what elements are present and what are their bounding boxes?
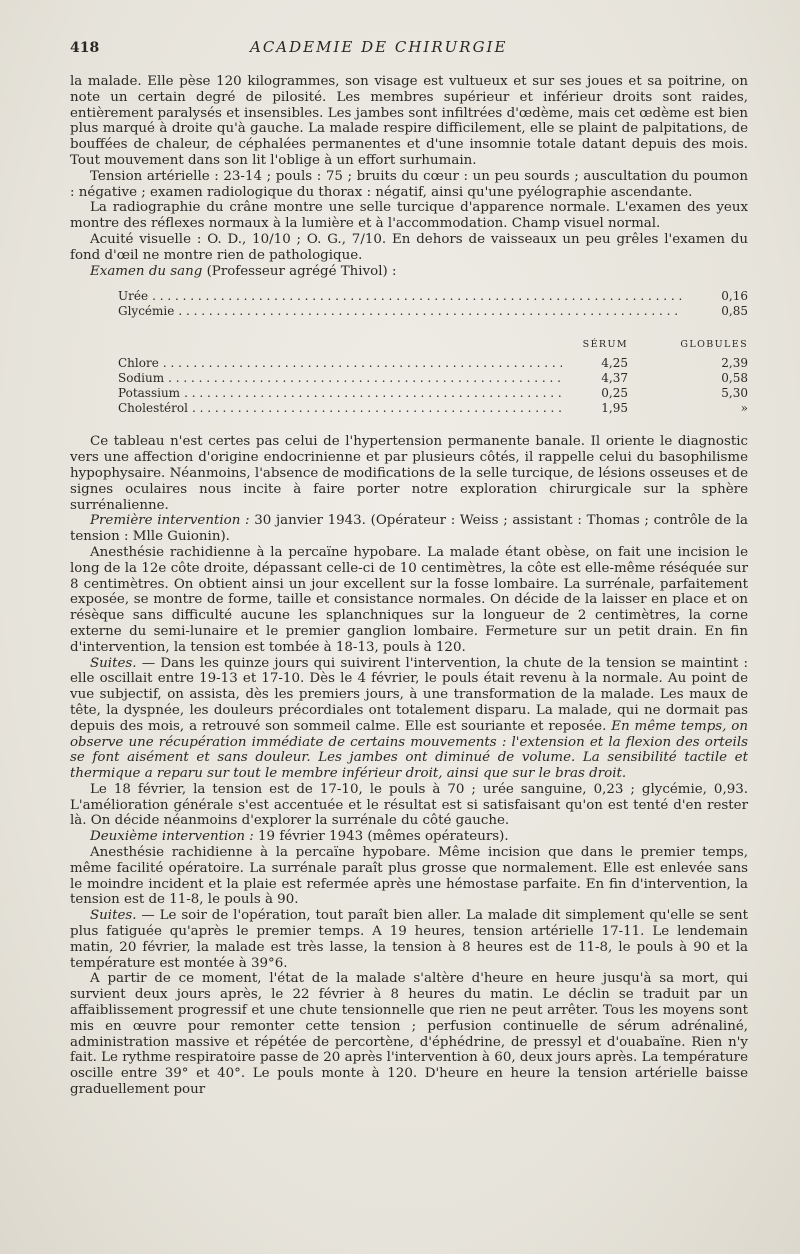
suites-text-2: — Le soir de l'opération, tout paraît bien aller. La malade dit simplement qu'elle se sent plus fatiguée qu'après le premier temps. A 19 heures, tension artérielle 17-11. Le lendemain matin, 20 février, la malade est très lasse, la tension à 8 heures est de 11-8, le pouls à 90 et la température est montée à 39°6. bbox=[70, 908, 748, 971]
serum-value: 0,25 bbox=[601, 386, 628, 401]
paragraph-13 bbox=[70, 908, 748, 971]
globules-value: 2,39 bbox=[721, 356, 748, 371]
paragraph-1: la malade. Elle pèse 120 kilogrammes, son visage est vultueux et sur ses joues et sa poitrine, on note un certain degré de pilosité. Les membres supérieur et inférieur droits sont raides, entièrement paralysés et insensibles. Les jambes sont infiltrées d'œdème, mais cet œdème est bien plus marqué à droite qu'à gauche. La malade respire difficilement, elle se plaint de palpitations, de bouffées de chaleur, de céphalées permanentes et d'une insomnie totale datant depuis des mois. Tout mouvement dans son lit l'oblige à un effort surhumain. bbox=[70, 74, 748, 168]
suites-heading-2: Suites. bbox=[90, 908, 137, 924]
running-title: ACADEMIE DE CHIRURGIE bbox=[250, 38, 508, 56]
blood-table-2-header bbox=[118, 339, 748, 350]
suites-text: — Dans les quinze jours qui suivirent l'intervention, la chute de la tension se maintint : elle oscillait entre 19-13 et 17-10. Dès le 4 février, le pouls était revenu à la normale. Au point de vue subjectif, on assista, dès les premiers jours, à une transformation de la malade. Les maux de tête, la dyspnée, les douleurs précordiales ont totalement disparu. La malade, qui ne dormait pas depuis des mois, a retrouvé son sommeil calme. Elle est souriante et reposée. bbox=[70, 655, 748, 734]
lab-value: 0,85 bbox=[721, 304, 748, 319]
blood-exam-heading: Examen du sang bbox=[90, 263, 203, 279]
table-row bbox=[118, 386, 748, 401]
suites-italic-text: En même temps, on observe une récupération immédiate de certains mouvements : l'extension et la flexion des orteils se font aisément et sans douleur. Les jambes ont diminué de volume. La sensibilité tactile et thermique a reparu sur tout le membre inférieur droit, ainsi que sur le bras droit. bbox=[70, 718, 748, 782]
lab-name: Glycémie bbox=[118, 304, 175, 319]
blood-table-1 bbox=[118, 289, 748, 319]
globules-value: » bbox=[740, 401, 748, 416]
serum-value: 1,95 bbox=[601, 401, 628, 416]
second-intervention-details: 19 février 1943 (mêmes opérateurs). bbox=[253, 829, 509, 845]
paragraph-14: A partir de ce moment, l'état de la malade s'altère d'heure en heure jusqu'à sa mort, qui survient deux jours après, le 22 février à 8 heures du matin. Le déclin se traduit par un affaiblissement progressif et une chute tensionnelle que rien ne peut arrêter. Tous les moyens sont mis en œuvre pour remonter cette tension ; perfusion continuelle de sérum adrénaliné, administration massive et répétée de percortène, d'éphédrine, de pressyl et d'ouabaïne. Rien n'y fait. Le rythme respiratoire passe de 20 après l'intervention à 60, deux jours après. La température oscille entre 39° et 40°. Le pouls monte à 120. D'heure en heure la tension artérielle baisse graduellement pour bbox=[70, 971, 748, 1098]
lab-name: Chlore bbox=[118, 356, 159, 371]
globules-value: 0,58 bbox=[721, 371, 748, 386]
lab-name: Sodium bbox=[118, 371, 165, 386]
blood-table-2 bbox=[118, 356, 748, 416]
serum-value: 4,25 bbox=[601, 356, 628, 371]
page-number: 418 bbox=[70, 40, 100, 56]
first-intervention-heading: Première intervention : bbox=[90, 513, 250, 529]
paragraph-12: Anesthésie rachidienne à la percaïne hypobare. Même incision que dans le premier temps, même facilité opératoire. La surrénale paraît plus grosse que normalement. Elle est enlevée sans le moindre incident et la plaie est refermée après une hémostase parfaite. En fin d'intervention, la tension est de 11-8, le pouls à 90. bbox=[70, 845, 748, 908]
paragraph-8: Anesthésie rachidienne à la percaïne hypobare. La malade étant obèse, on fait une incision le long de la 12e côte droite, dépassant celle-ci de 10 centimètres, la côte est elle-même réséquée sur 8 centimètres. On obtient ainsi un jour excellent sur la fosse lombaire. La surrénale, parfaitement exposée, se montre de forme, taille et consistance normales. On décide de la laisser en place et on résèque sans difficulté aucune les splanchniques sur la longueur de 2 centimètres, la corne externe du semi-lunaire et le premier ganglion lombaire. Fermeture sur un petit drain. En fin d'intervention, la tension est tombée à 18-13, pouls à 120. bbox=[70, 544, 748, 655]
paragraph-2: Tension artérielle : 23-14 ; pouls : 75 ; bruits du cœur : un peu sourds ; auscultation du poumon : négative ; examen radiologique du thorax : négatif, ainsi qu'une pyélographie ascendante. bbox=[70, 168, 748, 200]
globules-value: 5,30 bbox=[721, 386, 748, 401]
table-row bbox=[118, 401, 748, 416]
paragraph-6: Ce tableau n'est certes pas celui de l'hypertension permanente banale. Il oriente le diagnostic vers une affection d'origine endocrinienne et par plusieurs côtés, il rappelle celui du basophilisme hypophysaire. Néanmoins, l'absence de modifications de la selle turcique, de lésions osseuses et de signes oculaires nous incite à faire porter notre exploration chirurgicale sur la sphère surrénalienne. bbox=[70, 434, 748, 513]
paragraph-5 bbox=[70, 264, 748, 280]
table-row bbox=[118, 371, 748, 386]
lab-name: Potassium bbox=[118, 386, 181, 401]
paragraph-10: Le 18 février, la tension est de 17-10, le pouls à 70 ; urée sanguine, 0,23 ; glycémie, 0,93. L'amélioration générale s'est accentuée et le résultat est si satisfaisant qu'on est tenté d'en rester là. On décide néanmoins d'explorer la surrénale du côté gauche. bbox=[70, 781, 748, 829]
lab-value: 0,16 bbox=[721, 289, 748, 304]
serum-value: 4,37 bbox=[601, 371, 628, 386]
table-row bbox=[118, 356, 748, 371]
lab-name: Urée bbox=[118, 289, 149, 304]
suites-heading: Suites. bbox=[90, 655, 137, 671]
table-row bbox=[118, 304, 748, 319]
second-intervention-heading: Deuxième intervention : bbox=[90, 829, 254, 845]
paragraph-11 bbox=[70, 829, 748, 845]
paragraph-3: La radiographie du crâne montre une selle turcique d'apparence normale. L'examen des yeux montre des réflexes normaux à la lumière et à l'accommodation. Champ visuel normal. bbox=[70, 200, 748, 232]
page-header bbox=[70, 38, 748, 62]
column-globules: GLOBULES bbox=[680, 339, 748, 351]
paragraph-4: Acuité visuelle : O. D., 10/10 ; O. G., 7/10. En dehors de vaisseaux un peu grêles l'examen du fond d'œil ne montre rien de pathologique. bbox=[70, 231, 748, 263]
paragraph-9 bbox=[70, 656, 748, 782]
lab-name: Cholestérol bbox=[118, 401, 188, 416]
column-serum: SÉRUM bbox=[582, 339, 628, 351]
first-intervention-details: 30 janvier 1943. (Opérateur : Weiss ; assistant : Thomas ; contrôle de la tension : Mlle Guionin). bbox=[70, 513, 749, 545]
table-row bbox=[118, 289, 748, 304]
paragraph-7 bbox=[70, 513, 748, 545]
blood-exam-author: (Professeur agrégé Thivol) : bbox=[202, 263, 397, 279]
